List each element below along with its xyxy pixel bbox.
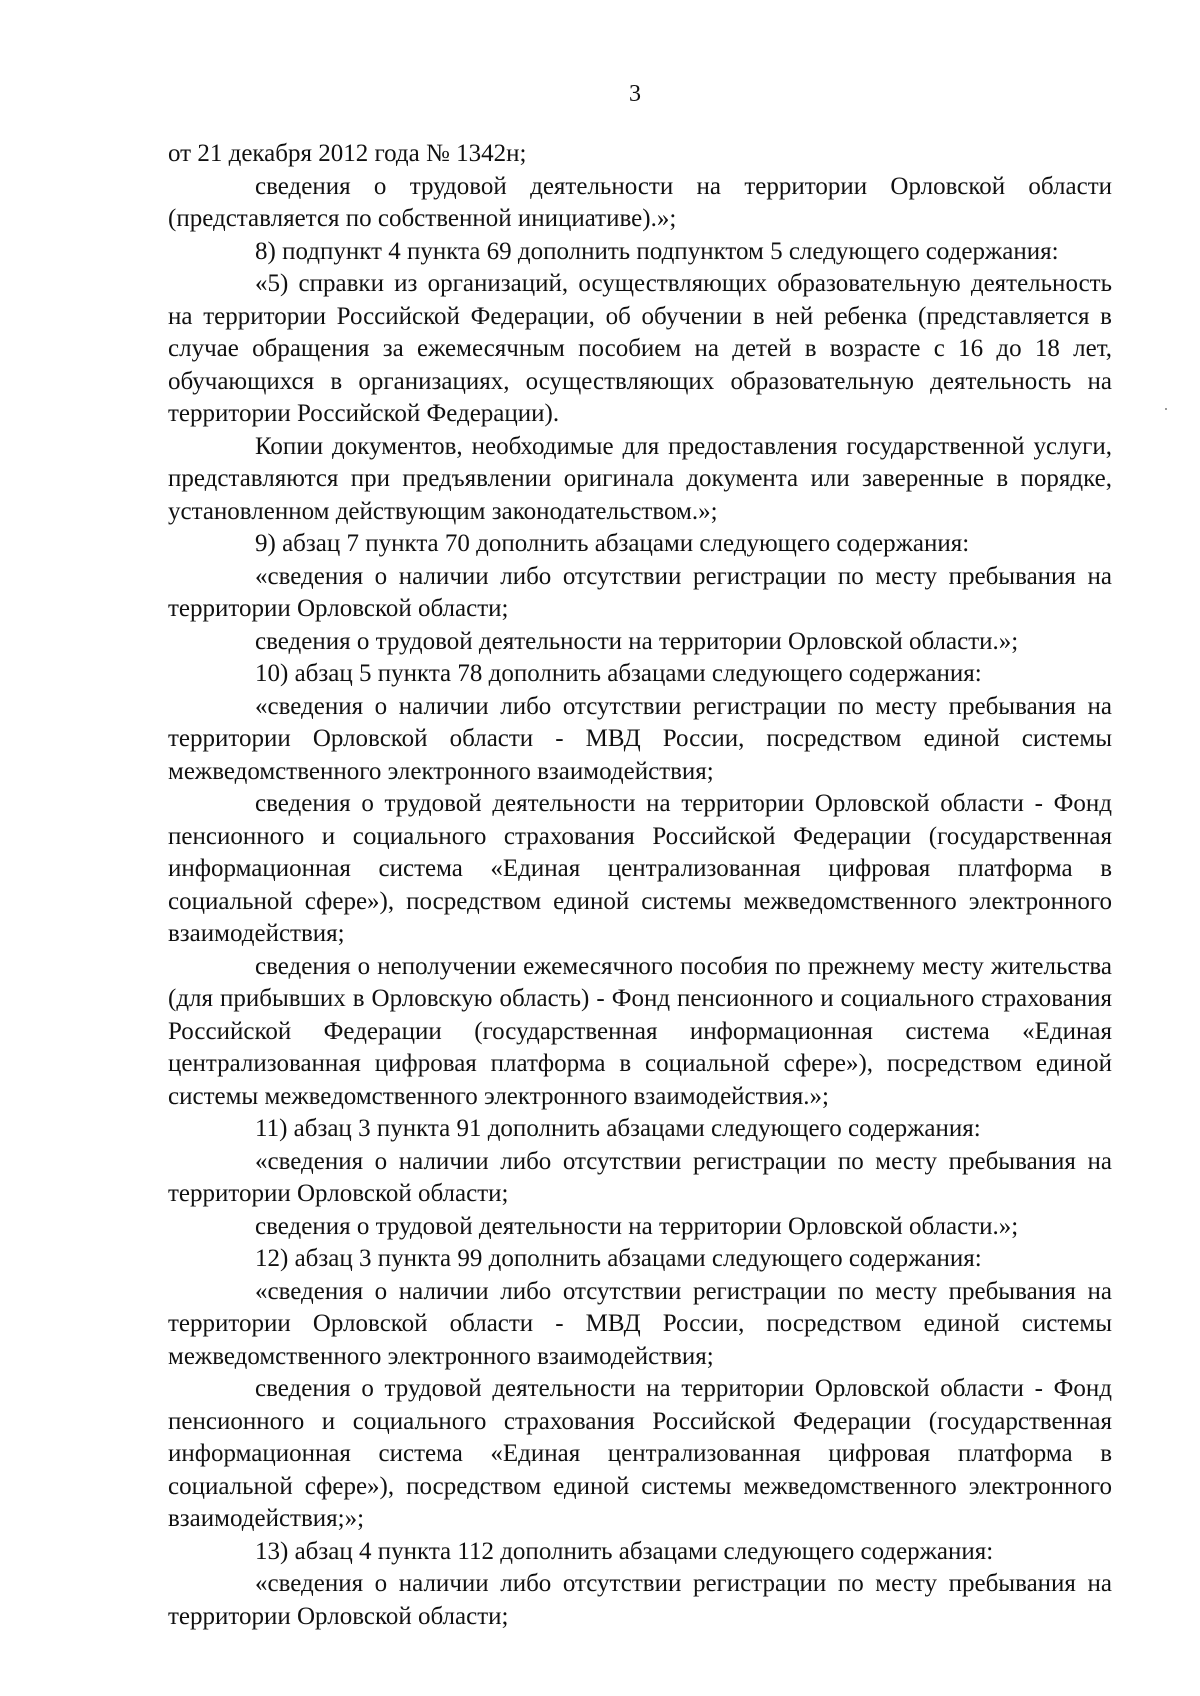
paragraph-labor-activity: сведения о трудовой деятельности на территории Орловской области (представляется по собственной инициативе).»; <box>168 172 1112 232</box>
paragraph-non-receipt-allowance: сведения о неполучении ежемесячного пособия по прежнему месту жительства (для прибывших в Орловскую область) - Фонд пенсионного и социального страхования Российской Федерации (государственная информационная система «Единая централизованная цифровая платформа в социальной сфере»), посредством единой системы межведомственного электронного взаимодействия.»; <box>168 952 1112 1110</box>
document-body <box>168 138 1112 1633</box>
paragraph-registration-info-3: «сведения о наличии либо отсутствии регистрации по месту пребывания на территории Орловской области; <box>168 1570 1112 1630</box>
page-number: 3 <box>629 81 641 107</box>
scan-speck <box>1165 408 1167 410</box>
paragraph-labor-info-2: сведения о трудовой деятельности на территории Орловской области.»; <box>255 1212 1019 1240</box>
paragraph-item-8: 8) подпункт 4 пункта 69 дополнить подпунктом 5 следующего содержания: <box>255 237 1059 265</box>
paragraph-registration-info: «сведения о наличии либо отсутствии регистрации по месту пребывания на территории Орловской области; <box>168 562 1112 622</box>
paragraph-item-11: 11) абзац 3 пункта 91 дополнить абзацами следующего содержания: <box>255 1115 981 1142</box>
paragraph-order-reference: от 21 декабря 2012 года № 1342н; <box>168 140 527 167</box>
paragraph-registration-mvd-2: «сведения о наличии либо отсутствии регистрации по месту пребывания на территории Орловской области - МВД России, посредством единой системы межведомственного электронного взаимодействия; <box>168 1277 1112 1370</box>
paragraph-registration-mvd: «сведения о наличии либо отсутствии регистрации по месту пребывания на территории Орловской области - МВД России, посредством единой системы межведомственного электронного взаимодействия; <box>168 692 1112 785</box>
paragraph-document-copies: Копии документов, необходимые для предоставления государственной услуги, представляются при предъявлении оригинала документа или заверенные в порядке, установленном действующим законодательством.»; <box>168 432 1112 525</box>
paragraph-item-10: 10) абзац 5 пункта 78 дополнить абзацами следующего содержания: <box>255 660 982 687</box>
paragraph-item-13: 13) абзац 4 пункта 112 дополнить абзацами следующего содержания: <box>255 1537 994 1565</box>
paragraph-labor-fund: сведения о трудовой деятельности на территории Орловской области - Фонд пенсионного и социального страхования Российской Федерации (государственная информационная система «Единая централизованная цифровая платформа в социальной сфере»), посредством единой системы межведомственного электронного взаимодействия; <box>168 790 1112 947</box>
paragraph-labor-fund-2: сведения о трудовой деятельности на территории Орловской области - Фонд пенсионного и социального страхования Российской Федерации (государственная информационная система «Единая централизованная цифровая платформа в социальной сфере»), посредством единой системы межведомственного электронного взаимодействия;»; <box>168 1375 1112 1532</box>
paragraph-item-12: 12) абзац 3 пункта 99 дополнить абзацами следующего содержания: <box>255 1245 982 1272</box>
paragraph-item-9: 9) абзац 7 пункта 70 дополнить абзацами следующего содержания: <box>255 530 970 557</box>
paragraph-certificates: «5) справки из организаций, осуществляющих образовательную деятельность на территории Российской Федерации, об обучении в ней ребенка (представляется в случае обращения за ежемесячным пособием на детей в возрасте с 16 до 18 лет, обучающихся в организациях, осуществляющих образовательную деятельность на территории Российской Федерации). <box>168 270 1112 427</box>
paragraph-labor-info: сведения о трудовой деятельности на территории Орловской области.»; <box>255 627 1019 655</box>
paragraph-registration-info-2: «сведения о наличии либо отсутствии регистрации по месту пребывания на территории Орловской области; <box>168 1147 1112 1207</box>
